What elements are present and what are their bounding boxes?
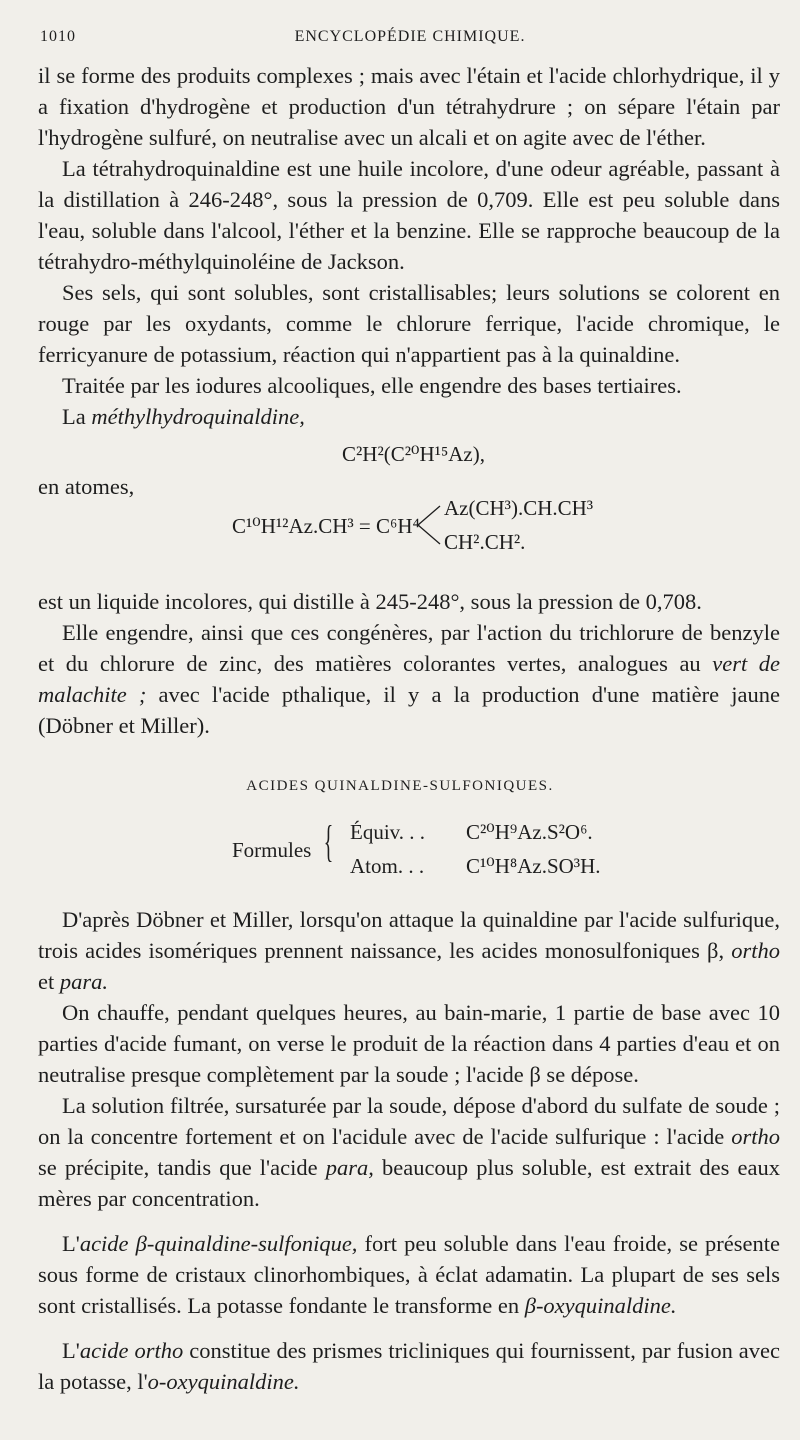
italic-run: ortho [731,1124,780,1149]
atom-label: Atom. . . [350,854,425,878]
italic-run: acide ortho [79,1338,184,1363]
italic-run: acide β-quinaldine-sulfonique, [79,1231,358,1256]
formula-atoms-left: C¹⁰H¹²Az.CH³ = C⁶H⁴ [232,514,420,538]
text-block-1 [38,60,780,401]
formula-brace: { [323,817,334,866]
text-block-3 [38,904,780,1397]
text-run: La solution filtrée, sursaturée par la soude, dépose d'abord du sulfate de soude ; on la concentre fortement et on l'acidule avec de l'acide sulfurique : l'acide [38,1093,780,1149]
equiv-label: Équiv. . . [350,820,426,844]
page-header [40,28,780,54]
italic-run: β-oxyquinaldine. [524,1293,677,1318]
page-number: 1010 [40,28,76,45]
formula-equivalents: C²H²(C²⁰H¹⁵Az), [342,442,485,466]
en-atomes-label: en atomes, [38,474,135,499]
italic-run: vert de malachite ; [38,651,780,707]
formula-atoms-branch-bottom: CH².CH². [444,530,526,554]
equiv-formula: C²⁰H⁹Az.S²O⁶. [466,820,593,844]
paragraph [38,1335,780,1397]
formula-branch-lines [416,500,444,550]
formules-label: Formules [232,838,312,862]
italic-run: para, [325,1155,374,1180]
paragraph [38,1228,780,1321]
text-run: avec l'acide pthalique, il y a la production d'une matière jaune (Döbner et Miller). [38,682,780,738]
text-run: fort peu soluble dans l'eau froide, se présente sous forme de cristaux clinorhombiques, à éclat adamatin. La plupart de ses sels sont cristallisés. La potasse fondante le transforme en [38,1231,780,1318]
text-run: L' [62,1338,80,1363]
paragraph: Traitée par les iodures alcooliques, elle engendre des bases tertiaires. [62,373,682,398]
section-title: ACIDES QUINALDINE-SULFONIQUES. [246,778,554,794]
text-run: D'après Döbner et Miller, lorsqu'on attaque la quinaldine par l'acide sulfurique, trois acides isomériques prennent naissance, les acides monosulfoniques β, [38,907,780,963]
paragraph: Ses sels, qui sont solubles, sont cristallisables; leurs solutions se colorent en rouge par les oxydants, comme le chlorure ferrique, l'acide chromique, le ferricyanure de potassium, réaction qui n'appartient pas à la quinaldine. [38,280,780,367]
compound-intro [62,404,305,430]
italic-run: para. [59,969,109,994]
text-run: se précipite, tandis que l'acide [38,1155,326,1180]
atom-formula: C¹⁰H⁸Az.SO³H. [466,854,601,878]
intro-word: La [62,404,86,429]
paragraph [38,1090,780,1214]
text-run: beaucoup plus soluble, est extrait des eaux mères par concentration. [38,1155,780,1211]
running-title: ENCYCLOPÉDIE CHIMIQUE. [294,28,526,45]
paragraph [38,617,780,741]
text-run: et [38,969,60,994]
paragraph: il se forme des produits complexes ; mais avec l'étain et l'acide chlorhydrique, il y a fixation d'hydrogène et production d'un tétrahydrure ; on sépare l'étain par l'hydrogène sulfuré, on neutralise avec un alcali et on agite avec de l'éther. [38,63,780,150]
text-run: constitue des prismes tricliniques qui fournissent, par fusion avec la potasse, l' [38,1338,780,1394]
paragraph: est un liquide incolores, qui distille à 245-248°, sous la pression de 0,708. [38,589,702,614]
italic-run: o-oxyquinaldine. [147,1369,300,1394]
paragraph [38,904,780,997]
text-block-2 [38,586,780,741]
paragraph: On chauffe, pendant quelques heures, au bain-marie, 1 partie de base avec 10 parties d'acide fumant, on verse le produit de la réaction dans 4 parties d'eau et on neutralise presque complètement par la soude ; l'acide β se dépose. [38,1000,780,1087]
text-run: Elle engendre, ainsi que ces congénères, par l'action du trichlorure de benzyle et du chlorure de zinc, des matières colorantes vertes, analogues au [38,620,780,676]
compound-name: méthylhydroquinaldine, [91,404,305,429]
paragraph: La tétrahydroquinaldine est une huile incolore, d'une odeur agréable, passant à la distillation à 246-248°, sous la pression de 0,709. Elle est peu soluble dans l'eau, soluble dans l'alcool, l'éther et la benzine. Elle se rapproche beaucoup de la tétrahydro-méthylquinoléine de Jackson. [38,156,780,274]
formula-atoms-branch-top: Az(CH³).CH.CH³ [444,496,594,520]
text-run: L' [62,1231,80,1256]
italic-run: ortho [731,938,780,963]
